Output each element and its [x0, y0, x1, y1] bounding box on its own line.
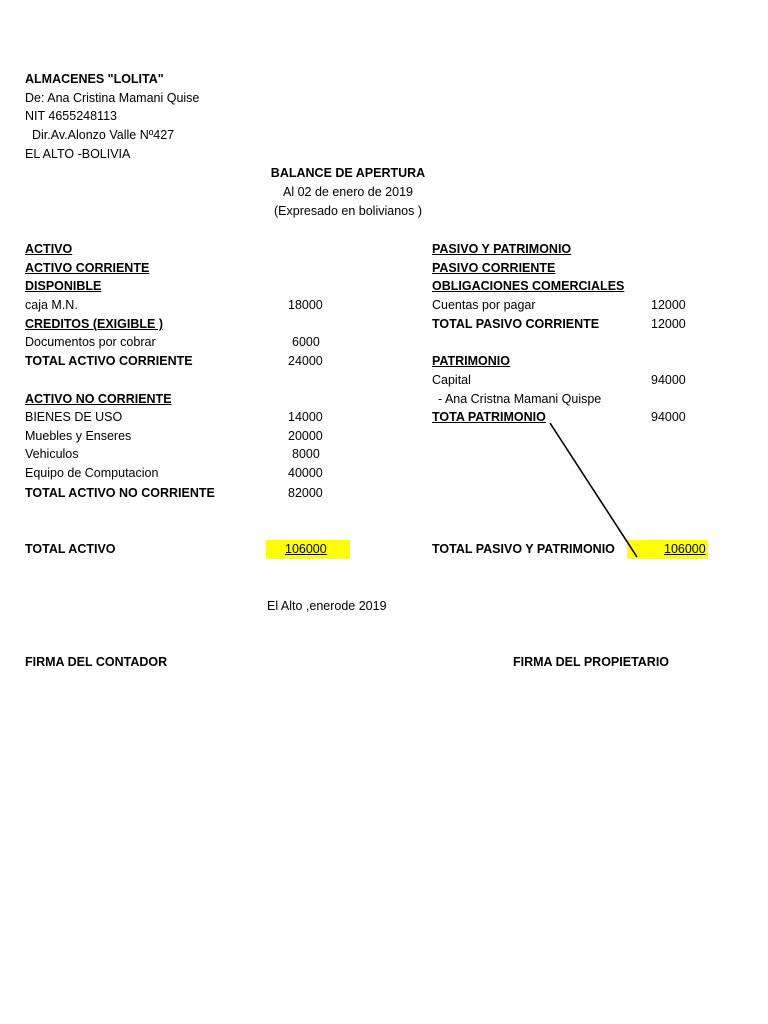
obligaciones-heading: OBLIGACIONES COMERCIALES — [432, 279, 625, 293]
total-activo-no-corriente-label: TOTAL ACTIVO NO CORRIENTE — [25, 486, 215, 500]
vehiculos-label: Vehiculos — [25, 447, 79, 461]
total-pasivo-patrimonio-label: TOTAL PASIVO Y PATRIMONIO — [432, 542, 615, 556]
bienes-label: BIENES DE USO — [25, 410, 123, 424]
patrimonio-heading: PATRIMONIO — [432, 354, 511, 368]
company-name: ALMACENES "LOLITA" — [25, 72, 164, 86]
owner-name: De: Ana Cristina Mamani Quise — [25, 91, 200, 105]
total-patrimonio-label: TOTA PATRIMONIO — [432, 410, 546, 424]
equipo-value: 40000 — [288, 466, 323, 480]
caja-value: 18000 — [288, 298, 323, 312]
muebles-value: 20000 — [288, 429, 323, 443]
equipo-label: Equipo de Computacion — [25, 466, 159, 480]
total-pasivo-corriente-value: 12000 — [651, 317, 686, 331]
cuentas-label: Cuentas por pagar — [432, 298, 536, 312]
activo-heading: ACTIVO — [25, 242, 73, 256]
document-date: Al 02 de enero de 2019 — [283, 185, 413, 199]
creditos-heading: CREDITOS (EXIGIBLE ) — [25, 317, 163, 331]
total-patrimonio-value: 94000 — [651, 410, 686, 424]
activo-corriente-heading: ACTIVO CORRIENTE — [25, 261, 150, 275]
currency-note: (Expresado en bolivianos ) — [274, 204, 422, 218]
pasivo-corriente-heading: PASIVO CORRIENTE — [432, 261, 556, 275]
total-activo-corriente-value: 24000 — [288, 354, 323, 368]
vehiculos-value: 8000 — [292, 447, 320, 461]
signature-accountant: FIRMA DEL CONTADOR — [25, 655, 168, 669]
capital-label: Capital — [432, 373, 471, 387]
signature-owner: FIRMA DEL PROPIETARIO — [513, 655, 670, 669]
total-activo-label: TOTAL ACTIVO — [25, 542, 116, 556]
bienes-value: 14000 — [288, 410, 323, 424]
documentos-value: 6000 — [292, 335, 320, 349]
pasivo-heading: PASIVO Y PATRIMONIO — [432, 242, 572, 256]
caja-label: caja M.N. — [25, 298, 78, 312]
activo-no-corriente-heading: ACTIVO NO CORRIENTE — [25, 392, 172, 406]
city: EL ALTO -BOLIVIA — [25, 147, 131, 161]
address: Dir.Av.Alonzo Valle Nº427 — [32, 128, 175, 142]
total-activo-no-corriente-value: 82000 — [288, 486, 323, 500]
total-activo-value: 106000 — [285, 542, 327, 556]
capital-owner: - Ana Cristna Mamani Quispe — [438, 392, 602, 406]
cuentas-value: 12000 — [651, 298, 686, 312]
total-pasivo-corriente-label: TOTAL PASIVO CORRIENTE — [432, 317, 600, 331]
capital-value: 94000 — [651, 373, 686, 387]
place-date: El Alto ,enerode 2019 — [267, 599, 387, 613]
nit-number: NIT 4655248113 — [25, 109, 117, 123]
muebles-label: Muebles y Enseres — [25, 429, 132, 443]
document-title: BALANCE DE APERTURA — [270, 166, 426, 180]
disponible-heading: DISPONIBLE — [25, 279, 102, 293]
total-activo-corriente-label: TOTAL ACTIVO CORRIENTE — [25, 354, 193, 368]
total-pasivo-patrimonio-value: 106000 — [664, 542, 706, 556]
documentos-label: Documentos por cobrar — [25, 335, 156, 349]
